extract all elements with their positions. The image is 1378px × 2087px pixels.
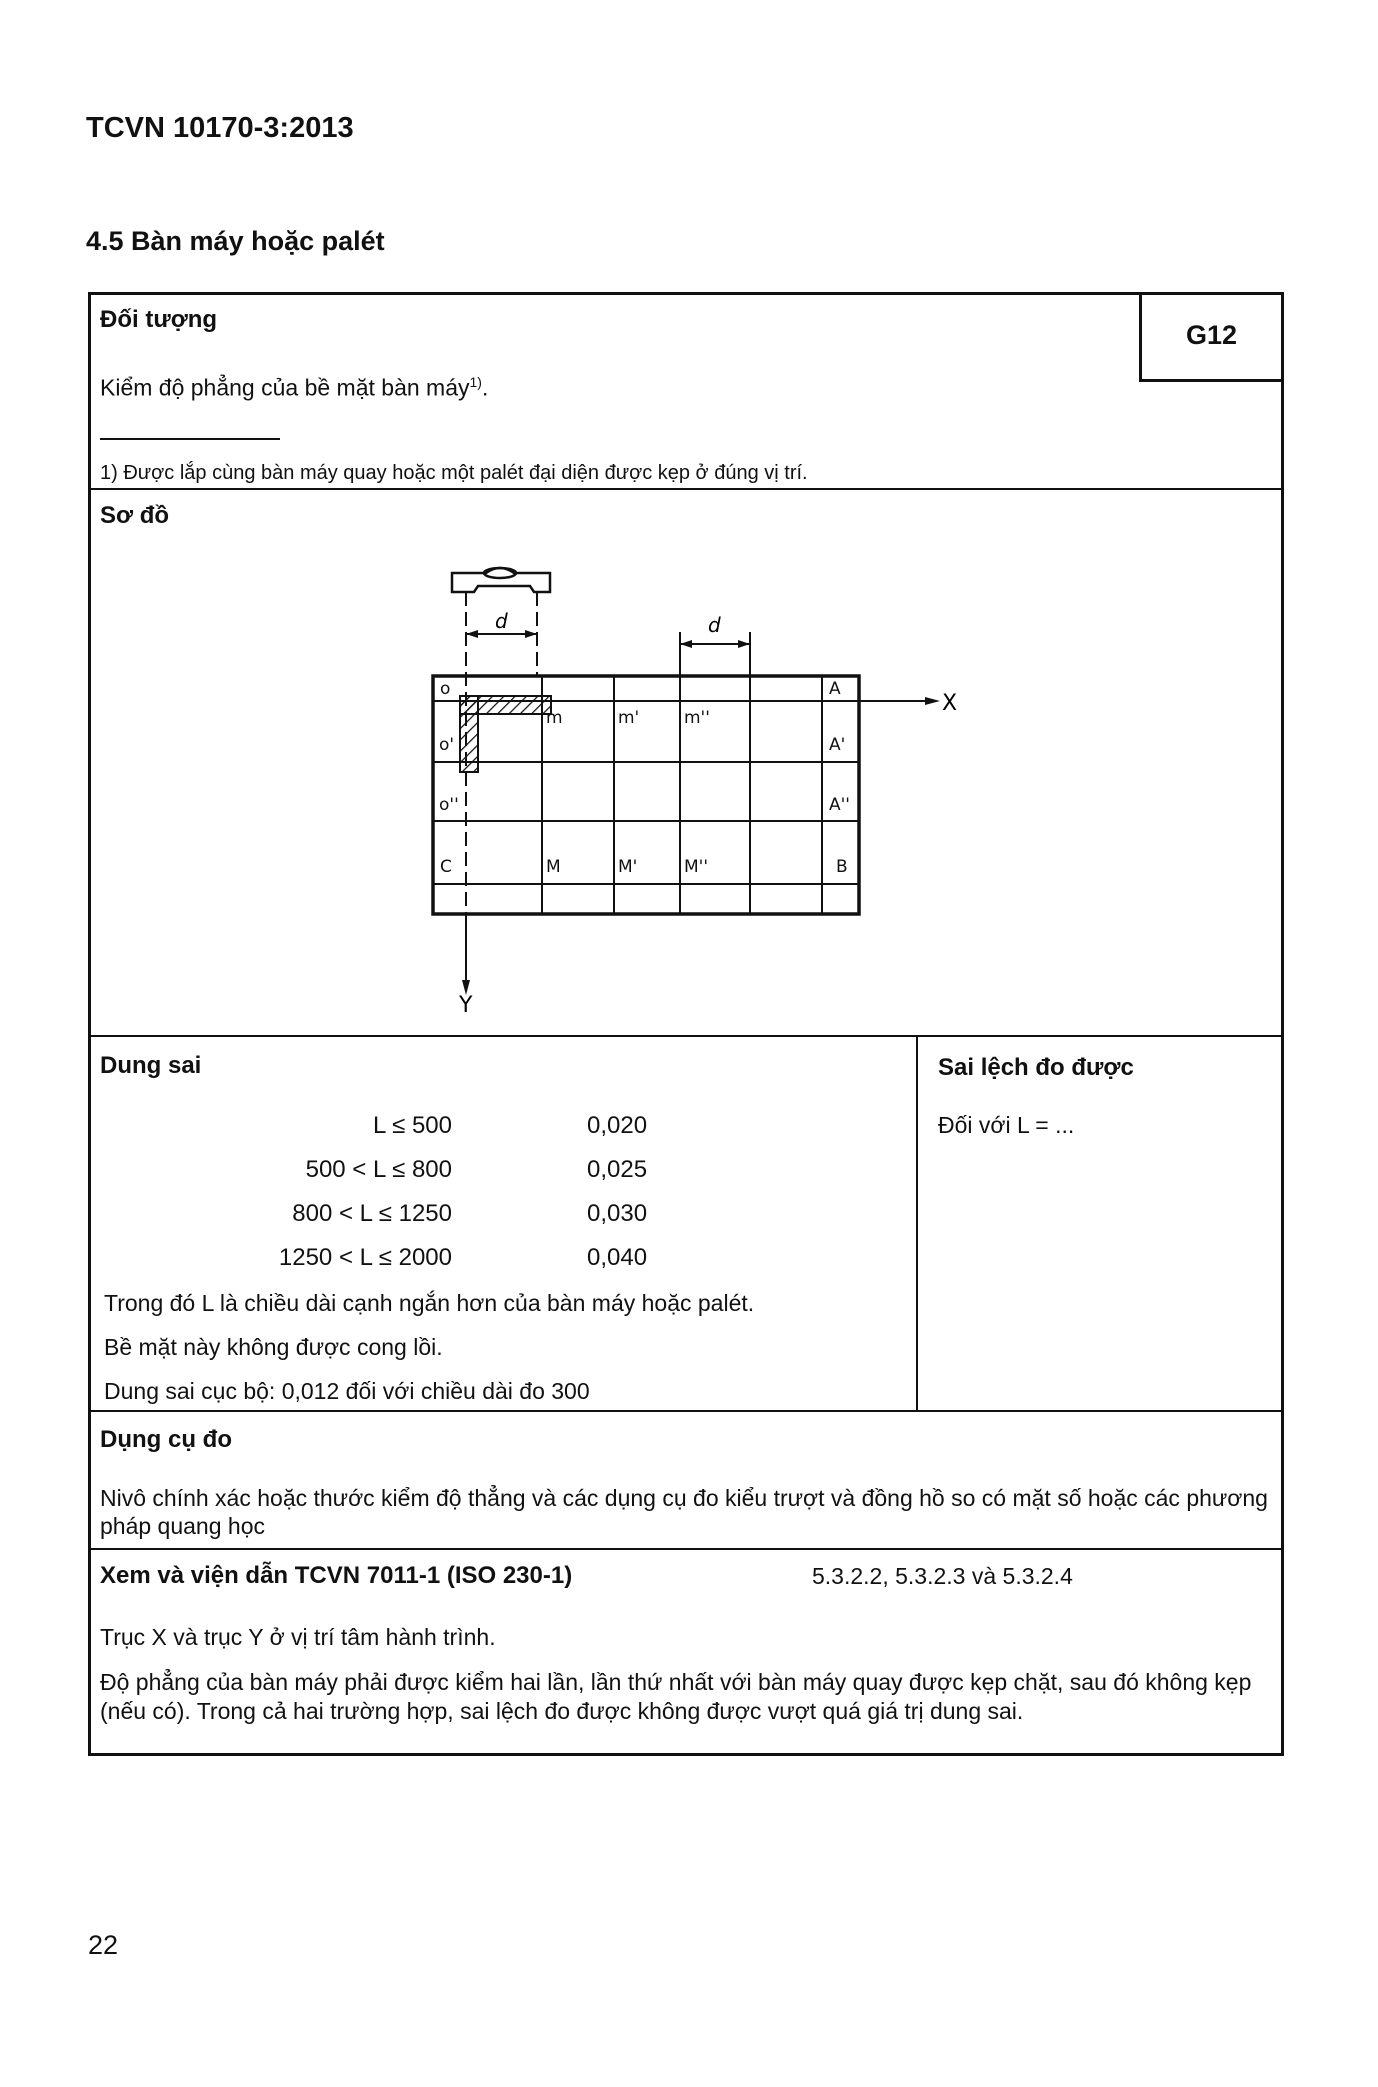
tolerance-condition: L ≤ 500	[372, 1112, 452, 1139]
flatness-diagram	[0, 0, 1378, 1040]
tolerance-value: 0,030	[587, 1200, 648, 1227]
svg-text:m'': m''	[684, 708, 710, 728]
svg-text:B: B	[836, 857, 848, 877]
object-text-suffix: .	[481, 374, 489, 401]
reference-note-1: Trục X và trục Y ở vị trí tâm hành trình.	[100, 1624, 496, 1650]
page-number: 22	[88, 1930, 119, 1960]
svg-text:C: C	[440, 857, 452, 877]
document-id: TCVN 10170-3:2013	[86, 112, 354, 144]
dim-label-2: d	[708, 613, 721, 637]
divider-tolerance-measured	[916, 1035, 918, 1410]
measured-text: Đối với L = ...	[938, 1112, 1075, 1138]
instruments-text: Nivô chính xác hoặc thước kiểm độ thẳng và các dụng cụ đo kiểu trượt và đồng hồ so có mặt số hoặc các phương pháp quang học	[100, 1485, 1268, 1539]
divider-tolerance	[88, 1410, 1284, 1412]
section-title: 4.5 Bàn máy hoặc palét	[86, 226, 385, 256]
svg-text:o'': o''	[439, 795, 459, 815]
tolerance-condition: 800 < L ≤ 1250	[292, 1200, 452, 1227]
dim-label-1: d	[495, 609, 508, 633]
level-instrument-icon	[452, 568, 550, 592]
tolerance-note-3: Dung sai cục bộ: 0,012 đối với chiều dài đo 300	[104, 1378, 590, 1404]
tolerance-value: 0,040	[587, 1244, 648, 1271]
tolerance-condition: 500 < L ≤ 800	[305, 1156, 452, 1183]
reference-note-2: Độ phẳng của bàn máy phải được kiểm hai lần, lần thứ nhất với bàn máy quay được kẹp chặt, sau đó không kẹp (nếu có). Trong cả hai trường hợp, sai lệch đo được không được vượt quá giá trị dung sai.	[100, 1669, 1252, 1724]
svg-text:M: M	[546, 857, 561, 877]
tolerance-note-2: Bề mặt này không được cong lồi.	[104, 1334, 443, 1360]
svg-text:A': A'	[829, 735, 846, 755]
diagram-heading: Sơ đồ	[100, 502, 170, 529]
svg-text:A'': A''	[829, 795, 850, 815]
footnote-text: 1) Được lắp cùng bàn máy quay hoặc một palét đại diện được kẹp ở đúng vị trí.	[100, 462, 808, 484]
tolerance-condition: 1250 < L ≤ 2000	[278, 1244, 452, 1271]
footnote-ref: 1)	[469, 374, 482, 390]
svg-text:M': M'	[618, 857, 638, 877]
svg-text:A: A	[829, 679, 841, 699]
axis-x-label: X	[942, 691, 958, 716]
svg-text:o': o'	[439, 735, 455, 755]
divider-instruments	[88, 1548, 1284, 1550]
svg-text:M'': M''	[684, 857, 709, 877]
tolerance-value: 0,020	[587, 1112, 648, 1139]
svg-text:o: o	[440, 679, 451, 699]
object-heading: Đối tượng	[100, 306, 218, 333]
reference-heading: Xem và viện dẫn TCVN 7011-1 (ISO 230-1)	[100, 1562, 573, 1589]
instruments-heading: Dụng cụ đo	[100, 1426, 232, 1453]
tolerance-value: 0,025	[587, 1156, 648, 1183]
axis-y-label: Y	[459, 993, 473, 1018]
reference-clauses: 5.3.2.2, 5.3.2.3 và 5.3.2.4	[812, 1563, 1073, 1589]
svg-text:m: m	[546, 708, 563, 728]
straightedge-icon	[460, 696, 551, 772]
object-text-main: Kiểm độ phẳng của bề mặt bàn máy	[100, 374, 470, 401]
divider-diagram	[88, 1035, 1284, 1037]
tolerance-heading: Dung sai	[100, 1052, 202, 1079]
tolerance-note-1: Trong đó L là chiều dài cạnh ngắn hơn của bàn máy hoặc palét.	[104, 1290, 755, 1316]
test-code: G12	[1185, 320, 1238, 350]
measured-heading: Sai lệch đo được	[938, 1054, 1134, 1081]
svg-text:m': m'	[618, 708, 640, 728]
